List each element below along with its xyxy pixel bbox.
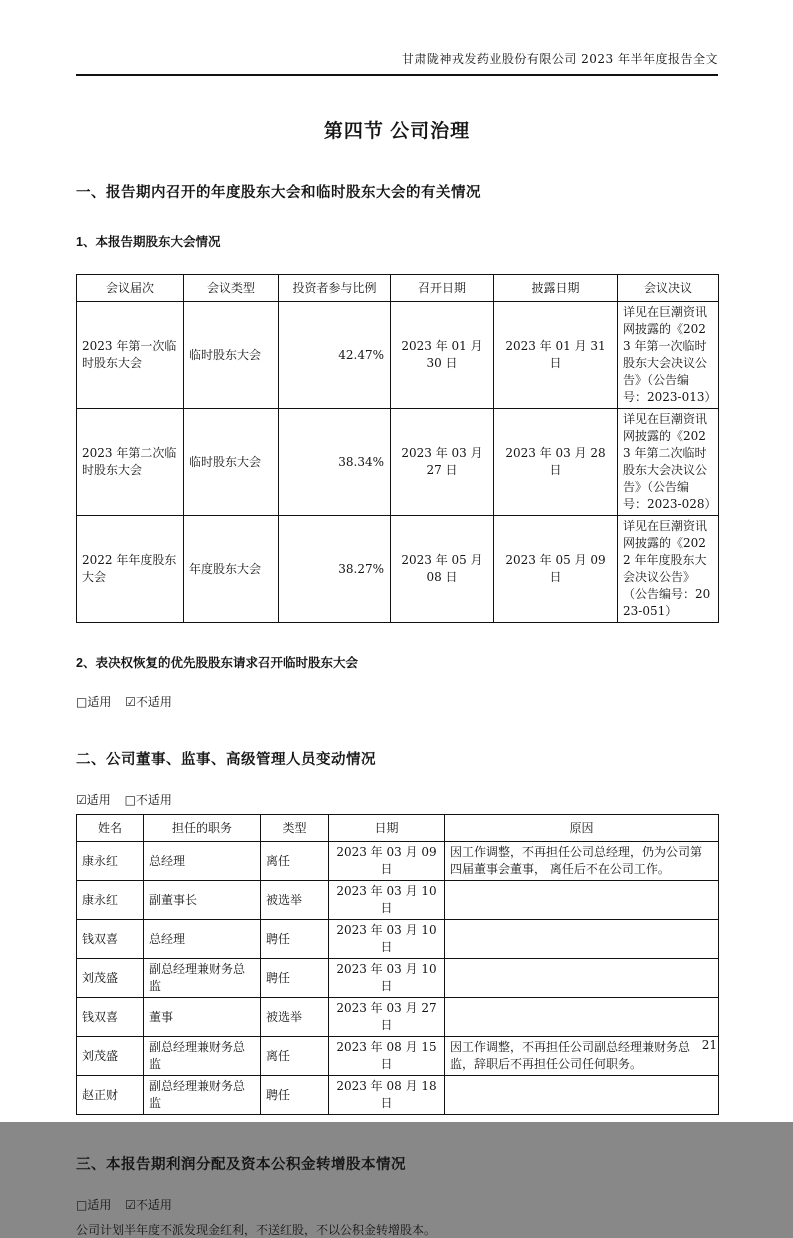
cell-position: 董事 [144, 998, 261, 1037]
page-title: 第四节 公司治理 [323, 121, 471, 142]
cell-name: 康永红 [77, 881, 144, 920]
cell-resolution: 详见在巨潮资讯网披露的《2023 年第一次临时股东大会决议公告》（公告编号：2023-013） [618, 302, 719, 409]
applicability-line [76, 1196, 718, 1213]
applicability-line [76, 791, 718, 808]
checkbox-applicable-unchecked: □适用 [76, 695, 112, 709]
table-row [77, 998, 719, 1037]
table-row [77, 842, 719, 881]
col-header-change-type: 类型 [261, 815, 329, 842]
table-row [77, 1076, 719, 1115]
page-number: 21 [701, 1038, 717, 1052]
running-header: 甘肃陇神戎发药业股份有限公司 2023 年半年度报告全文 [76, 50, 718, 76]
cell-change-type: 离任 [261, 1037, 329, 1076]
col-header-investor-participation: 投资者参与比例 [279, 275, 391, 302]
col-header-meeting-type: 会议类型 [184, 275, 279, 302]
cell-resolution: 详见在巨潮资讯网披露的《2022 年年度股东大会决议公告》（公告编号：2023-051） [618, 516, 719, 623]
table-row [77, 920, 719, 959]
col-header-resolution: 会议决议 [618, 275, 719, 302]
cell-investor-participation: 38.27% [279, 516, 391, 623]
cell-change-type: 聘任 [261, 959, 329, 998]
col-header-convene-date: 召开日期 [391, 275, 494, 302]
col-header-position: 担任的职务 [144, 815, 261, 842]
cell-reason [445, 998, 719, 1037]
cell-position: 副总经理兼财务总监 [144, 1037, 261, 1076]
cell-change-type: 聘任 [261, 920, 329, 959]
section-1-heading: 一、报告期内召开的年度股东大会和临时股东大会的有关情况 [76, 185, 481, 201]
cell-name: 赵正财 [77, 1076, 144, 1115]
management-changes-table [76, 814, 719, 1115]
cell-meeting-type: 临时股东大会 [184, 409, 279, 516]
checkbox-not-applicable-checked: ☑不适用 [125, 1198, 172, 1212]
shareholder-meetings-table [76, 274, 719, 623]
cell-reason: 因工作调整，不再担任公司副总经理兼财务总监，辞职后不再担任公司任何职务。 [445, 1037, 719, 1076]
cell-change-type: 被选举 [261, 998, 329, 1037]
cell-change-type: 被选举 [261, 881, 329, 920]
col-header-reason: 原因 [445, 815, 719, 842]
col-header-name: 姓名 [77, 815, 144, 842]
section-2-heading: 二、公司董事、监事、高级管理人员变动情况 [76, 752, 376, 768]
dividend-note: 公司计划半年度不派发现金红利，不送红股，不以公积金转增股本。 [76, 1223, 437, 1237]
cell-reason: 因工作调整，不再担任公司总经理，仍为公司第四届董事会董事， 离任后不在公司工作。 [445, 842, 719, 881]
cell-reason [445, 881, 719, 920]
table-row [77, 516, 719, 623]
cell-disclosure-date: 2023 年 05 月 09 日 [494, 516, 618, 623]
table-row [77, 881, 719, 920]
cell-date: 2023 年 08 月 18 日 [329, 1076, 445, 1115]
cell-name: 康永红 [77, 842, 144, 881]
cell-resolution: 详见在巨潮资讯网披露的《2023 年第二次临时股东大会决议公告》（公告编号：2023-028） [618, 409, 719, 516]
cell-name: 刘茂盛 [77, 959, 144, 998]
cell-reason [445, 959, 719, 998]
table-row [77, 1037, 719, 1076]
cell-position: 总经理 [144, 842, 261, 881]
cell-position: 副总经理兼财务总监 [144, 1076, 261, 1115]
col-header-disclosure-date: 披露日期 [494, 275, 618, 302]
checkbox-applicable-checked: ☑适用 [76, 793, 111, 807]
checkbox-applicable-unchecked: □适用 [76, 1198, 112, 1212]
cell-meeting-session: 2023 年第一次临时股东大会 [77, 302, 184, 409]
cell-change-type: 离任 [261, 842, 329, 881]
cell-position: 副总经理兼财务总监 [144, 959, 261, 998]
cell-reason [445, 1076, 719, 1115]
table-row [77, 959, 719, 998]
cell-meeting-type: 年度股东大会 [184, 516, 279, 623]
cell-date: 2023 年 03 月 10 日 [329, 920, 445, 959]
applicability-line [76, 693, 718, 710]
cell-meeting-session: 2023 年第二次临时股东大会 [77, 409, 184, 516]
cell-date: 2023 年 03 月 10 日 [329, 881, 445, 920]
cell-date: 2023 年 08 月 15 日 [329, 1037, 445, 1076]
checkbox-not-applicable-checked: ☑不适用 [125, 695, 172, 709]
cell-position: 总经理 [144, 920, 261, 959]
cell-name: 刘茂盛 [77, 1037, 144, 1076]
checkbox-not-applicable-unchecked: □不适用 [124, 793, 172, 807]
cell-name: 钱双喜 [77, 920, 144, 959]
cell-investor-participation: 38.34% [279, 409, 391, 516]
cell-date: 2023 年 03 月 09 日 [329, 842, 445, 881]
table-header-row [77, 815, 719, 842]
cell-convene-date: 2023 年 03 月 27 日 [391, 409, 494, 516]
cell-change-type: 聘任 [261, 1076, 329, 1115]
cell-reason [445, 920, 719, 959]
cell-convene-date: 2023 年 05 月 08 日 [391, 516, 494, 623]
cell-name: 钱双喜 [77, 998, 144, 1037]
cell-date: 2023 年 03 月 27 日 [329, 998, 445, 1037]
table-row [77, 302, 719, 409]
cell-investor-participation: 42.47% [279, 302, 391, 409]
section-3-heading: 三、本报告期利润分配及资本公积金转增股本情况 [76, 1157, 406, 1173]
subsection-1-2-heading: 2、表决权恢复的优先股股东请求召开临时股东大会 [76, 656, 358, 670]
cell-meeting-session: 2022 年年度股东大会 [77, 516, 184, 623]
cell-disclosure-date: 2023 年 03 月 28 日 [494, 409, 618, 516]
cell-date: 2023 年 03 月 10 日 [329, 959, 445, 998]
table-header-row [77, 275, 719, 302]
col-header-meeting-session: 会议届次 [77, 275, 184, 302]
table-row [77, 409, 719, 516]
cell-position: 副董事长 [144, 881, 261, 920]
col-header-date: 日期 [329, 815, 445, 842]
cell-convene-date: 2023 年 01 月 30 日 [391, 302, 494, 409]
cell-disclosure-date: 2023 年 01 月 31 日 [494, 302, 618, 409]
cell-meeting-type: 临时股东大会 [184, 302, 279, 409]
subsection-1-1-heading: 1、本报告期股东大会情况 [76, 235, 221, 249]
